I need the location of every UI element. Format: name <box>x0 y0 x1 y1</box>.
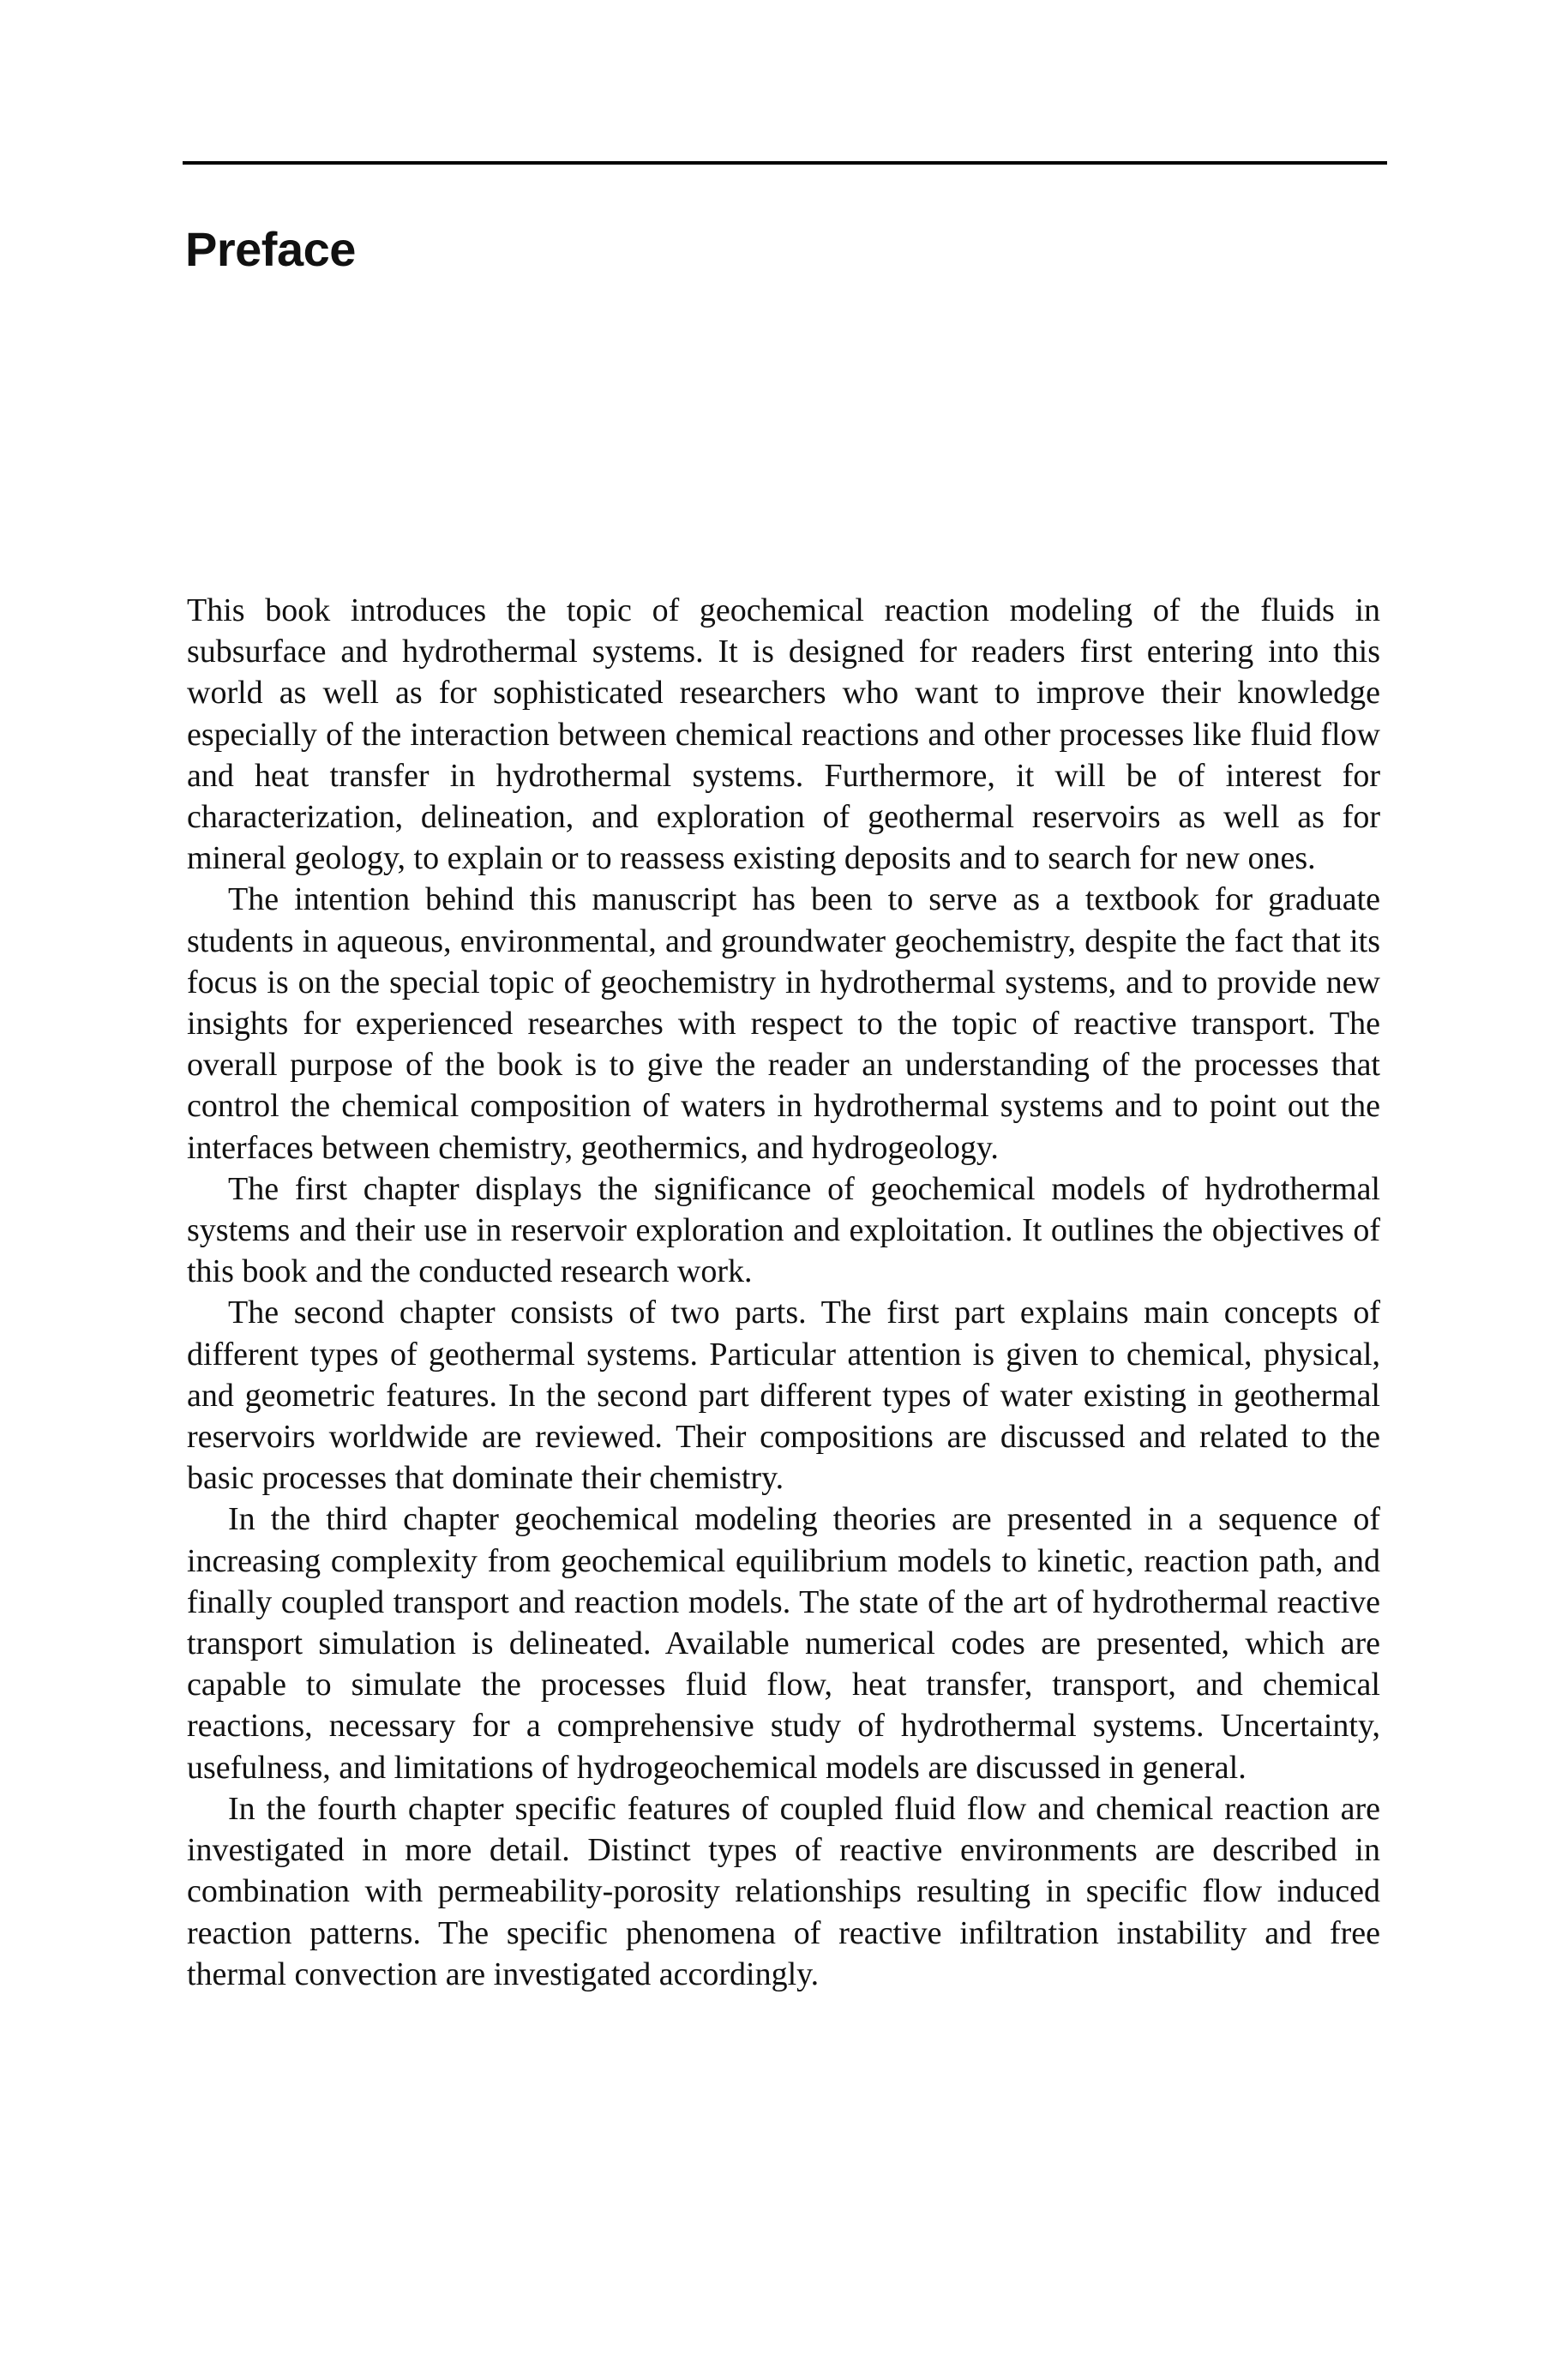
paragraph-first-chapter: The first chapter displays the significance of geochemical models of hydrothermal systems and their use in reservoir exploration and exploitation. It outlines the objectives of this book and the conducted research work. <box>187 1170 1380 1290</box>
paragraph-second-chapter: The second chapter consists of two parts. The first part explains main concepts of different types of geothermal systems. Particular attention is given to chemical, physical, and geometric features. In the second part different types of water existing in geothermal reservoirs worldwide are reviewed. Their compositions are discussed and related to the basic processes that dominate their chemistry. <box>187 1295 1380 1497</box>
top-rule <box>183 161 1387 165</box>
paragraph-introduction: This book introduces the topic of geochemical reaction modeling of the fluids in subsurface and hydrothermal systems. It is designed for readers first entering into this world as well as for sophisticated researchers who want to improve their knowledge especially of the interaction between chemical reactions and other processes like fluid flow and heat transfer in hydrothermal systems. Furthermore, it will be of interest for characterization, delineation, and exploration of geothermal reservoirs as well as for mineral geology, to explain or to reassess existing deposits and to search for new ones. <box>187 592 1380 877</box>
paragraph-intention: The intention behind this manuscript has been to serve as a textbook for graduate students in aqueous, environmental, and groundwater geochemistry, despite the fact that its focus is on the special topic of geochemistry in hydrothermal systems, and to provide new insights for experienced researches with respect to the topic of reactive transport. The overall purpose of the book is to give the reader an understanding of the processes that control the chemical composition of waters in hydrothermal systems and to point out the interfaces between chemistry, geothermics, and hydrogeology. <box>187 881 1380 1166</box>
page-title: Preface <box>185 222 356 276</box>
preface-body <box>187 590 1380 1995</box>
paragraph-third-chapter: In the third chapter geochemical modeling theories are presented in a sequence of increasing complexity from geochemical equilibrium models to kinetic, reaction path, and finally coupled transport and reaction models. The state of the art of hydrothermal reactive transport simulation is delineated. Available numerical codes are presented, which are capable to simulate the processes fluid flow, heat transfer, transport, and chemical reactions, necessary for a comprehensive study of hydrothermal systems. Uncertainty, usefulness, and limitations of hydrogeochemical models are discussed in general. <box>187 1501 1380 1786</box>
paragraph-fourth-chapter: In the fourth chapter specific features of coupled fluid flow and chemical reaction are investigated in more detail. Distinct types of reactive environments are described in combination with permeability-porosity relationships resulting in specific flow induced reaction patterns. The specific phenomena of reactive infiltration instability and free thermal convection are investigated accordingly. <box>187 1790 1380 1992</box>
